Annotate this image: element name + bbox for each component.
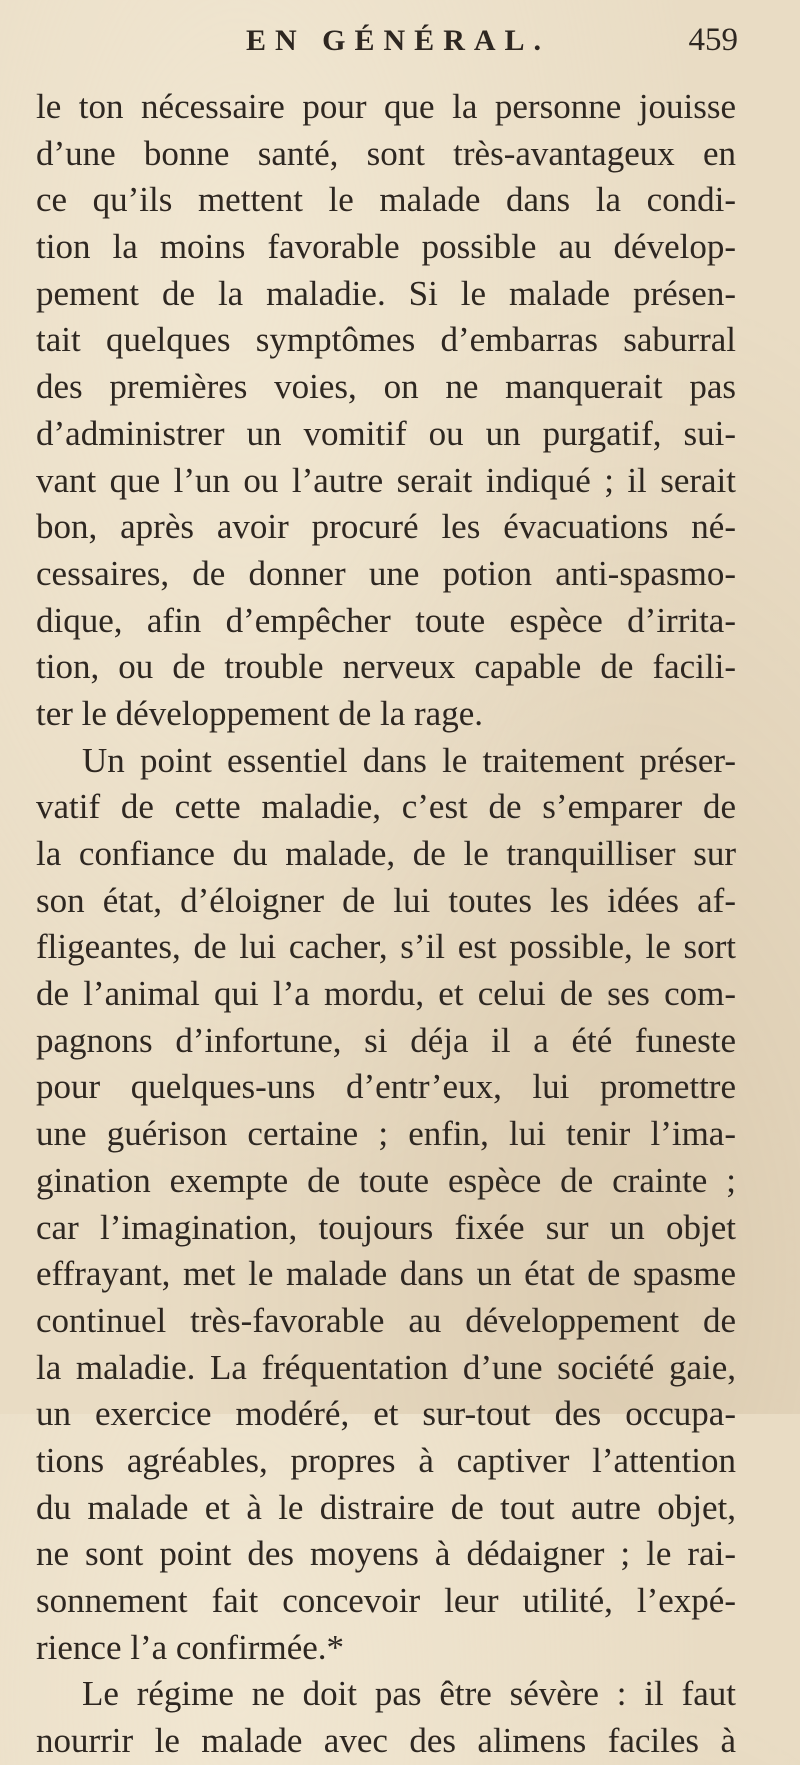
- body-text: [36, 84, 736, 1765]
- text-line: d’administrer un vomitif ou un purgatif, sui-: [36, 413, 736, 453]
- text-line: sonnement fait concevoir leur utilité, l’expé-: [36, 1581, 736, 1620]
- text-line: dique, afin d’empêcher toute espèce d’irrita-: [36, 600, 736, 640]
- text-line: un exercice modéré, et sur-tout des occupa-: [36, 1394, 736, 1434]
- text-line: de l’animal qui l’a mordu, et celui de ses com-: [36, 974, 736, 1014]
- running-title: EN GÉNÉRAL.: [246, 24, 551, 57]
- running-head: [0, 14, 800, 60]
- page-number: 459: [688, 22, 738, 58]
- text-line: rience l’a confirmée.*: [36, 1627, 345, 1667]
- text-line: cessaires, de donner une potion anti-spasmo-: [36, 553, 736, 593]
- text-line: la confiance du malade, de le tranquilliser sur: [36, 834, 736, 873]
- text-line: tait quelques symptômes d’embarras saburral: [36, 320, 736, 360]
- text-line: la maladie. La fréquentation d’une société gaie,: [36, 1347, 736, 1387]
- text-line: effrayant, met le malade dans un état de spasme: [36, 1254, 736, 1294]
- text-line: Le régime ne doit pas être sévère : il faut: [82, 1674, 736, 1714]
- text-line: tion, ou de trouble nerveux capable de facili-: [36, 647, 736, 687]
- text-line: ne sont point des moyens à dédaigner ; le rai-: [36, 1534, 736, 1574]
- text-line: ter le développement de la rage.: [36, 693, 484, 733]
- text-line: des premières voies, on ne manquerait pas: [36, 367, 736, 407]
- text-line: une guérison certaine ; enfin, lui tenir l’ima-: [36, 1114, 736, 1154]
- text-line: nourrir le malade avec des alimens faciles à: [36, 1721, 736, 1761]
- text-line: tion la moins favorable possible au dévelop-: [36, 227, 736, 267]
- text-line: son état, d’éloigner de lui toutes les idées af-: [36, 880, 736, 920]
- text-line: car l’imagination, toujours fixée sur un objet: [36, 1207, 736, 1247]
- text-line: vatif de cette maladie, c’est de s’emparer de: [36, 787, 736, 827]
- text-line: bon, après avoir procuré les évacuations né-: [36, 507, 736, 547]
- text-line: gination exempte de toute espèce de crainte ;: [36, 1160, 736, 1200]
- text-line: d’une bonne santé, sont très-avantageux en: [36, 133, 736, 173]
- text-line: tions agréables, propres à captiver l’attention: [36, 1440, 736, 1480]
- text-line: continuel très-favorable au développement de: [36, 1300, 736, 1340]
- text-line: Un point essentiel dans le traitement préser-: [82, 740, 736, 780]
- text-line: vant que l’un ou l’autre serait indiqué ; il serait: [36, 460, 736, 500]
- text-line: pagnons d’infortune, si déja il a été funeste: [36, 1020, 736, 1060]
- text-line: le ton nécessaire pour que la personne jouisse: [36, 87, 736, 126]
- text-line: pement de la maladie. Si le malade présen-: [36, 273, 736, 313]
- text-line: ce qu’ils mettent le malade dans la condi-: [36, 180, 736, 220]
- text-line: fligeantes, de lui cacher, s’il est possible, le sort: [36, 927, 736, 967]
- text-line: du malade et à le distraire de tout autre objet,: [36, 1487, 736, 1527]
- text-line: pour quelques-uns d’entr’eux, lui promettre: [36, 1067, 736, 1107]
